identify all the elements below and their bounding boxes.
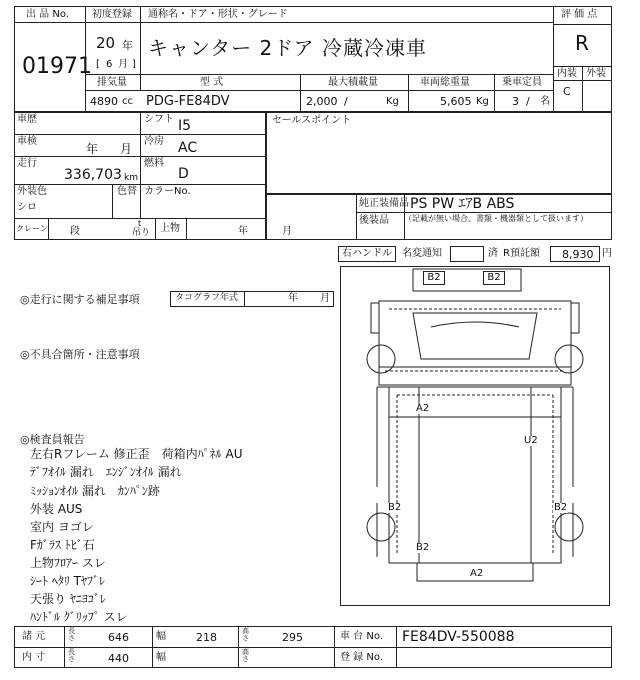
report-line: 外装 AUS bbox=[30, 502, 83, 516]
max-load-label: 最大積載量 bbox=[328, 77, 378, 88]
divider bbox=[64, 626, 65, 668]
displacement-label: 排気量 bbox=[97, 77, 127, 88]
mileage-unit: km bbox=[124, 173, 138, 183]
inspection-label: 車検 bbox=[17, 136, 37, 147]
rack-year-unit: 年 bbox=[238, 226, 248, 237]
dims-label: 諸 元 bbox=[22, 631, 46, 642]
exterior-label: 外装 bbox=[586, 68, 606, 79]
capacity-unit: 名 bbox=[540, 96, 550, 107]
rack-label: 上物 bbox=[160, 223, 180, 234]
meter-label: 名変通知 bbox=[402, 248, 442, 259]
divider bbox=[238, 626, 239, 668]
gvw-unit: Kg bbox=[476, 96, 489, 107]
crane-lift-unit: 吊り bbox=[132, 228, 151, 238]
divider bbox=[14, 22, 85, 23]
color-code-label: カラーNo. bbox=[144, 186, 191, 197]
name-label: 通称名・ドア・形状・グレード bbox=[148, 9, 288, 20]
tacho-month-unit: 月 bbox=[320, 293, 330, 304]
divider bbox=[112, 184, 113, 218]
capacity-label: 乗車定員 bbox=[502, 77, 542, 88]
divider bbox=[152, 626, 153, 668]
report-line: 上物ﾌﾛｱｰ スレ bbox=[30, 556, 106, 570]
shift-value: I5 bbox=[178, 118, 192, 134]
divider bbox=[494, 74, 495, 112]
mileage-value: 336,703 bbox=[64, 167, 122, 183]
inspector-label: ◎検査員報告 bbox=[20, 433, 85, 446]
report-line: ﾃﾞﾌｵｲﾙ 漏れ ｴﾝｼﾞﾝｵｲﾙ 漏れ bbox=[30, 465, 182, 479]
reg-month-open: [ bbox=[96, 59, 100, 70]
mark-b2-lower: B2 bbox=[416, 542, 430, 553]
mark-b2-top-right: B2 bbox=[483, 271, 505, 285]
width-value: 218 bbox=[196, 631, 217, 644]
divider bbox=[408, 74, 409, 112]
divider bbox=[356, 194, 357, 240]
divider bbox=[140, 112, 141, 218]
history-label: 車歴 bbox=[17, 114, 37, 125]
sales-point-label: セールスポイント bbox=[272, 115, 352, 126]
mileage-label: 走行 bbox=[17, 158, 37, 169]
in-height-label: 高さ bbox=[242, 648, 249, 663]
overall-score: R bbox=[575, 31, 589, 55]
in-length-value: 440 bbox=[108, 652, 129, 665]
report-line: 天張り ﾔﾆﾖｺﾞﾚ bbox=[30, 592, 106, 606]
tacho-label: タコグラフ年式 bbox=[175, 293, 239, 303]
reg-year: 20 bbox=[96, 34, 116, 52]
r-amount: 8,930 bbox=[562, 248, 594, 261]
aftermarket-note: （記載が無い場合、書類・機器類として扱います） bbox=[404, 214, 588, 223]
max-load-unit: Kg bbox=[386, 96, 399, 107]
width-label: 幅 bbox=[156, 631, 166, 642]
divider bbox=[553, 24, 612, 25]
divider bbox=[155, 218, 156, 240]
model-value: PDG-FE84DV bbox=[146, 94, 230, 109]
length-value: 646 bbox=[108, 631, 129, 644]
divider bbox=[396, 626, 397, 668]
mark-a2-upper: A2 bbox=[416, 403, 430, 414]
color-value: シロ bbox=[17, 202, 37, 213]
interior-label: 内装 bbox=[557, 68, 577, 79]
report-line: ﾐｯｼｮﾝｵｲﾙ 漏れ ｶﾝﾊﾟﾝ跡 bbox=[30, 484, 160, 498]
aftermarket-label: 後装品 bbox=[359, 215, 389, 226]
shift-label: シフト bbox=[144, 114, 174, 125]
capacity-value: 3 bbox=[512, 95, 519, 108]
mark-b2-left: B2 bbox=[388, 502, 402, 513]
gvw-value: 5,605 bbox=[440, 95, 472, 108]
reg-label: 登 録 No. bbox=[340, 652, 383, 663]
max-load-sep: / bbox=[344, 95, 348, 108]
inspection-year-unit: 年 bbox=[86, 142, 99, 156]
crane-stage-unit: 段 bbox=[70, 226, 80, 237]
ac-label: 冷房 bbox=[144, 136, 164, 147]
color-label: 外装色 bbox=[17, 186, 47, 197]
fuel-value: D bbox=[178, 166, 189, 182]
mark-a2-rear: A2 bbox=[470, 568, 484, 579]
divider bbox=[140, 6, 141, 90]
divider bbox=[48, 218, 49, 240]
divider bbox=[300, 74, 301, 112]
divider bbox=[582, 66, 583, 112]
mark-b2-right: B2 bbox=[554, 502, 568, 513]
report-line: 室内 ヨゴレ bbox=[30, 520, 94, 534]
reg-month-unit: 月 bbox=[118, 59, 128, 70]
chassis-number: FE84DV-550088 bbox=[402, 629, 515, 645]
divider bbox=[334, 626, 335, 668]
crane-label: クレーン bbox=[16, 224, 48, 233]
r-unit: 円 bbox=[602, 248, 612, 259]
report-line: ｼｰﾄ ﾍﾀﾘ Tﾔﾌﾞﾚ bbox=[30, 574, 105, 588]
capacity-sep: / bbox=[526, 95, 530, 108]
max-load-value: 2,000 bbox=[306, 95, 338, 108]
rack-month-unit: 月 bbox=[282, 226, 292, 237]
truck-outline bbox=[341, 267, 609, 605]
ac-value: AC bbox=[178, 140, 198, 156]
report-line: Fｶﾞﾗｽ ﾄﾋﾞ石 bbox=[30, 538, 95, 552]
meter-label2: 済 bbox=[488, 248, 498, 259]
height-value: 295 bbox=[282, 631, 303, 644]
interior-dims-label: 内 寸 bbox=[22, 652, 46, 663]
r-label: R預託額 bbox=[503, 248, 540, 259]
fuel-label: 燃料 bbox=[144, 158, 164, 169]
reg-month: 6 bbox=[106, 59, 113, 70]
defects-label: ◎不具合箇所・注意事項 bbox=[20, 348, 140, 361]
score-label: 評 価 点 bbox=[561, 9, 598, 20]
lot-number: 01971 bbox=[22, 54, 92, 79]
handle-value: 右ハンドル bbox=[342, 248, 392, 259]
divider bbox=[85, 74, 553, 75]
divider bbox=[244, 291, 245, 307]
first-reg-label: 初度登録 bbox=[92, 9, 132, 20]
driving-notes-label: ◎走行に関する補足事項 bbox=[20, 293, 140, 306]
lot-label: 出 品 No. bbox=[26, 9, 69, 20]
divider bbox=[85, 22, 553, 23]
inspection-month-unit: 月 bbox=[120, 142, 133, 156]
reg-year-unit: 年 bbox=[122, 39, 133, 52]
divider bbox=[85, 90, 553, 91]
color-no-label: 色替 bbox=[117, 186, 137, 197]
meter-box bbox=[450, 246, 484, 262]
chassis-label: 車 台 No. bbox=[340, 631, 383, 642]
mark-b2-top-left: B2 bbox=[423, 271, 445, 285]
equipment-label: 純正装備品 bbox=[359, 198, 409, 209]
divider bbox=[356, 212, 612, 213]
model-label: 型 式 bbox=[200, 77, 224, 88]
height-label: 高さ bbox=[242, 627, 249, 642]
tacho-year-unit: 年 bbox=[288, 293, 298, 304]
divider bbox=[186, 218, 187, 240]
damage-diagram bbox=[340, 266, 610, 606]
mark-u2: U2 bbox=[524, 435, 538, 446]
in-length-label: 長さ bbox=[68, 648, 75, 663]
gvw-label: 車両総重量 bbox=[420, 77, 470, 88]
length-label: 長さ bbox=[68, 627, 75, 642]
in-width-label: 幅 bbox=[156, 652, 166, 663]
equipment-value: PS PW ｴｱB ABS bbox=[410, 196, 515, 212]
report-line: ﾊﾝﾄﾞﾙ ｸﾞﾘｯﾌﾟ スレ bbox=[30, 610, 128, 624]
crane-ton-unit: t bbox=[138, 219, 142, 228]
displacement-value: 4890 bbox=[90, 95, 118, 108]
car-name: キャンター 2ドア 冷蔵冷凍車 bbox=[148, 36, 428, 60]
divider bbox=[553, 80, 612, 81]
divider bbox=[14, 647, 612, 648]
divider bbox=[553, 6, 554, 112]
displacement-unit: cc bbox=[122, 96, 133, 107]
report-line: 左右Rフレーム 修正歪 荷箱内ﾊﾟﾈﾙ AU bbox=[30, 447, 243, 461]
reg-month-close: ] bbox=[132, 59, 136, 70]
interior-grade: C bbox=[563, 85, 571, 98]
